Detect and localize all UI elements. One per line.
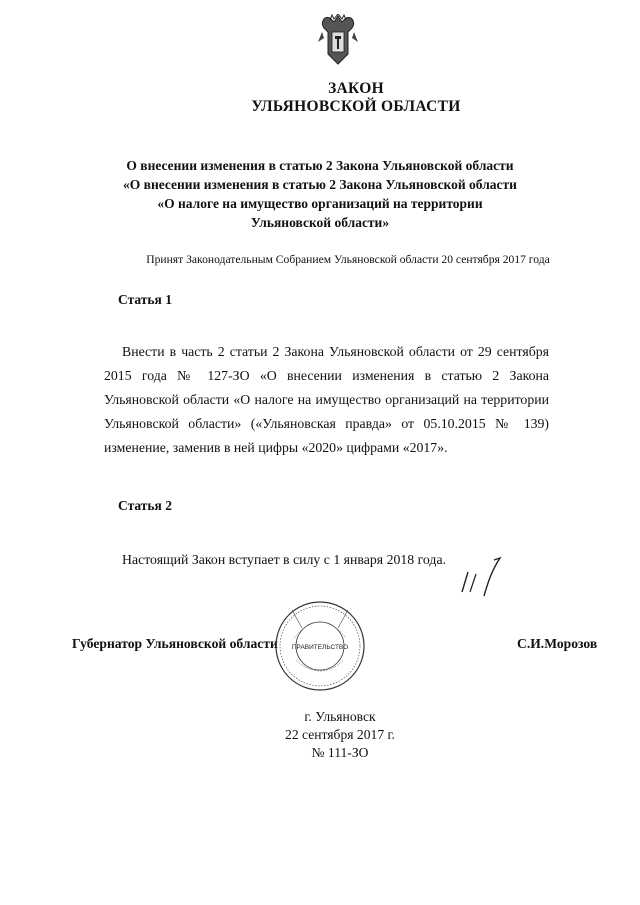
- law-title-line2: УЛЬЯНОВСКОЙ ОБЛАСТИ: [251, 98, 461, 115]
- governor-title: Губернатор Ульяновской области: [72, 636, 278, 651]
- article-1-heading: Статья 1: [118, 292, 172, 307]
- coat-of-arms-icon: [318, 14, 358, 66]
- footer-date: 22 сентября 2017 г.: [285, 727, 395, 742]
- seal-inner-text: ПРАВИТЕЛЬСТВО: [291, 644, 349, 651]
- official-seal: [272, 598, 368, 694]
- article-1-text: Внести в часть 2 статьи 2 Закона Ульяновской области от 29 сентября 2015 года № 127-ЗО «О внесении изменения в статью 2 Закона Ульяновской области «О налоге на имущество организаций на территории Ульяновской области» («Ульяновская правда» от 05.10.2015 № 139) изменение, заменив в ней цифры «2020» цифрами «2017».: [104, 344, 549, 455]
- law-subject: [95, 156, 545, 232]
- footer-number: № 111-ЗО: [311, 745, 369, 760]
- law-title: [0, 80, 640, 116]
- subject-line3: «О налоге на имущество организаций на территории: [157, 196, 483, 211]
- subject-line2: «О внесении изменения в статью 2 Закона Ульяновской области: [123, 177, 517, 192]
- law-title-line1: ЗАКОН: [328, 80, 384, 97]
- subject-line4: Ульяновской области»: [250, 215, 390, 230]
- governor-name: С.И.Морозов: [517, 636, 598, 651]
- document-footer: [0, 708, 640, 762]
- subject-line1: О внесении изменения в статью 2 Закона Ульяновской области: [126, 158, 514, 173]
- adoption-note: [0, 253, 640, 266]
- article-2-text: Настоящий Закон вступает в силу с 1 января 2018 года.: [122, 552, 447, 567]
- footer-city: г. Ульяновск: [304, 709, 376, 724]
- article-2-heading: Статья 2: [118, 498, 172, 513]
- handwritten-mark: [456, 552, 506, 598]
- adoption-text: Принят Законодательным Собранием Ульяновской области 20 сентября 2017 года: [146, 253, 550, 266]
